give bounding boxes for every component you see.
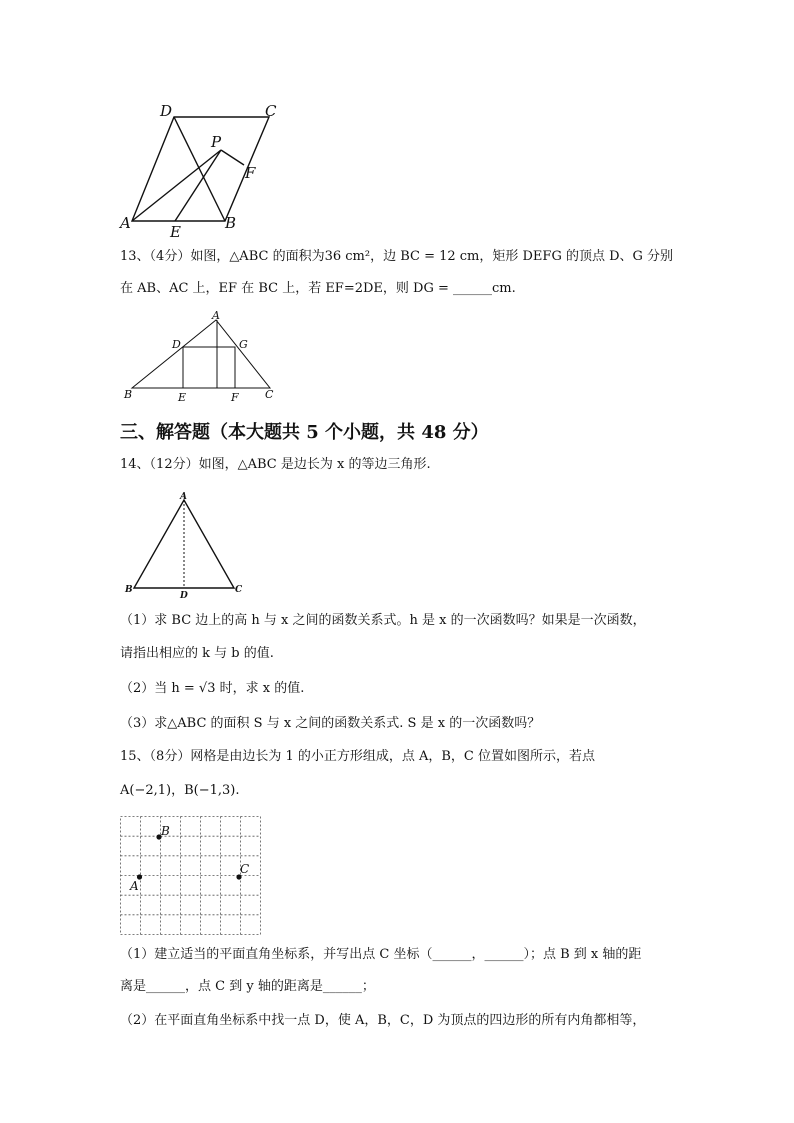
- q15-part1-line-2: 离是______，点 C 到 y 轴的距离是______；: [120, 979, 375, 994]
- triangle-rectangle-figure: [120, 308, 280, 408]
- point-label-P: P: [211, 133, 222, 151]
- vertex-label-B: B: [124, 388, 133, 401]
- q14-part1-line-2: 请指出相应的 k 与 b 的值.: [120, 646, 274, 661]
- q15-part2: （2）在平面直角坐标系中找一点 D，使 A，B，C，D 为顶点的四边形的所有内角都相等，: [120, 1013, 646, 1028]
- parallelogram-figure: [118, 100, 288, 240]
- vertex-label-A: A: [180, 492, 187, 502]
- vertex-label-C: C: [235, 585, 243, 595]
- vertex-label-B: B: [125, 585, 133, 595]
- point-label-D: D: [180, 591, 188, 601]
- point-label-C: C: [240, 862, 250, 876]
- q14-part1-line-1: （1）求 BC 边上的高 h 与 x 之间的函数关系式。h 是 x 的一次函数吗？如果是一次函数，: [120, 613, 646, 628]
- q14-part2: （2）当 h = √3 时，求 x 的值.: [120, 681, 305, 696]
- point-label-D: D: [172, 338, 181, 351]
- vertex-label-B: B: [225, 214, 237, 232]
- point-label-G: G: [239, 338, 248, 351]
- point-label-A: A: [130, 879, 139, 893]
- equilateral-triangle-figure: [122, 490, 252, 602]
- point-label-F: F: [245, 164, 256, 182]
- q15-intro-line-2: A(−2,1)，B(−1,3).: [120, 783, 240, 798]
- point-label-E: E: [178, 391, 187, 404]
- q15-part1-line-1: （1）建立适当的平面直角坐标系，并写出点 C 坐标（______，______）；点 B 到 x 轴的距: [120, 947, 642, 962]
- section-3-heading: 三、解答题（本大题共 5 个小题，共 48 分）: [120, 422, 489, 443]
- coordinate-grid-figure: [120, 816, 262, 936]
- q14-intro: 14、（12分）如图，△ABC 是边长为 x 的等边三角形.: [120, 457, 431, 472]
- vertex-label-C: C: [265, 102, 277, 120]
- vertex-label-A: A: [212, 309, 220, 322]
- point-label-E: E: [170, 223, 181, 240]
- point-label-B: B: [161, 824, 170, 838]
- q14-part3: （3）求△ABC 的面积 S 与 x 之间的函数关系式. S 是 x 的一次函数吗？: [120, 716, 541, 731]
- vertex-label-A: A: [120, 214, 131, 232]
- vertex-label-D: D: [160, 102, 173, 120]
- point-label-F: F: [231, 391, 239, 404]
- q15-intro-line-1: 15、（8分）网格是由边长为 1 的小正方形组成，点 A，B，C 位置如图所示，若点: [120, 749, 596, 764]
- q13-line-2: 在 AB、AC 上，EF 在 BC 上，若 EF=2DE，则 DG = ______cm.: [120, 281, 516, 296]
- q13-line-1: 13、（4分）如图，△ABC 的面积为36 cm²，边 BC = 12 cm，矩形 DEFG 的顶点 D、G 分别: [120, 249, 674, 264]
- vertex-label-C: C: [265, 388, 274, 401]
